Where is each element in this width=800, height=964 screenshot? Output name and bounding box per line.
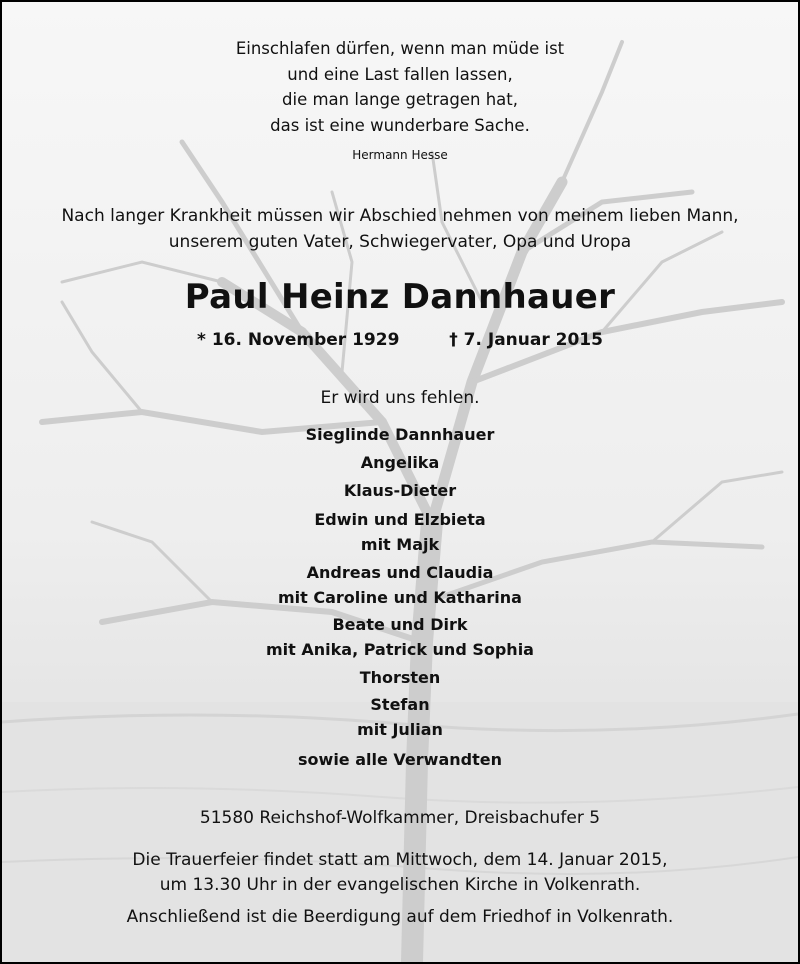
family-member: Thorsten xyxy=(359,668,441,687)
poem-author: Hermann Hesse xyxy=(352,148,448,162)
obituary-text xyxy=(2,2,798,962)
family-member: mit Caroline und Katharina xyxy=(278,588,522,607)
life-dates xyxy=(2,330,798,350)
poem-line: das ist eine wunderbare Sache. xyxy=(270,116,530,135)
deceased-name: Paul Heinz Dannhauer xyxy=(184,277,616,317)
intro-line: unserem guten Vater, Schwiegervater, Opa und Uropa xyxy=(168,232,632,252)
family-member: sowie alle Verwandten xyxy=(298,750,502,769)
family-member: Beate und Dirk xyxy=(332,615,468,634)
family-member: mit Anika, Patrick und Sophia xyxy=(266,640,534,659)
birth-date: * 16. November 1929 xyxy=(197,330,400,350)
burial-info: Anschließend ist die Beerdigung auf dem Friedhof in Volkenrath. xyxy=(126,907,674,927)
family-member: mit Julian xyxy=(357,720,443,739)
family-member: Sieglinde Dannhauer xyxy=(305,425,495,444)
family-member: Edwin und Elzbieta xyxy=(314,510,486,529)
address: 51580 Reichshof-Wolfkammer, Dreisbachufer 5 xyxy=(199,808,601,828)
closing-phrase: Er wird uns fehlen. xyxy=(320,388,480,408)
poem-line: Einschlafen dürfen, wenn man müde ist xyxy=(235,39,565,58)
death-date: † 7. Januar 2015 xyxy=(449,330,603,350)
intro-line: Nach langer Krankheit müssen wir Abschied nehmen von meinem lieben Mann, xyxy=(61,206,739,226)
funeral-info-line: um 13.30 Uhr in der evangelischen Kirche in Volkenrath. xyxy=(159,875,641,895)
family-member: mit Majk xyxy=(360,535,440,554)
family-member: Klaus-Dieter xyxy=(343,481,457,500)
family-member: Andreas und Claudia xyxy=(306,563,494,582)
funeral-info-line: Die Trauerfeier findet statt am Mittwoch, dem 14. Januar 2015, xyxy=(132,850,668,870)
family-member: Stefan xyxy=(370,695,430,714)
poem-line: und eine Last fallen lassen, xyxy=(287,65,513,84)
poem-line: die man lange getragen hat, xyxy=(282,90,518,109)
family-member: Angelika xyxy=(360,453,440,472)
